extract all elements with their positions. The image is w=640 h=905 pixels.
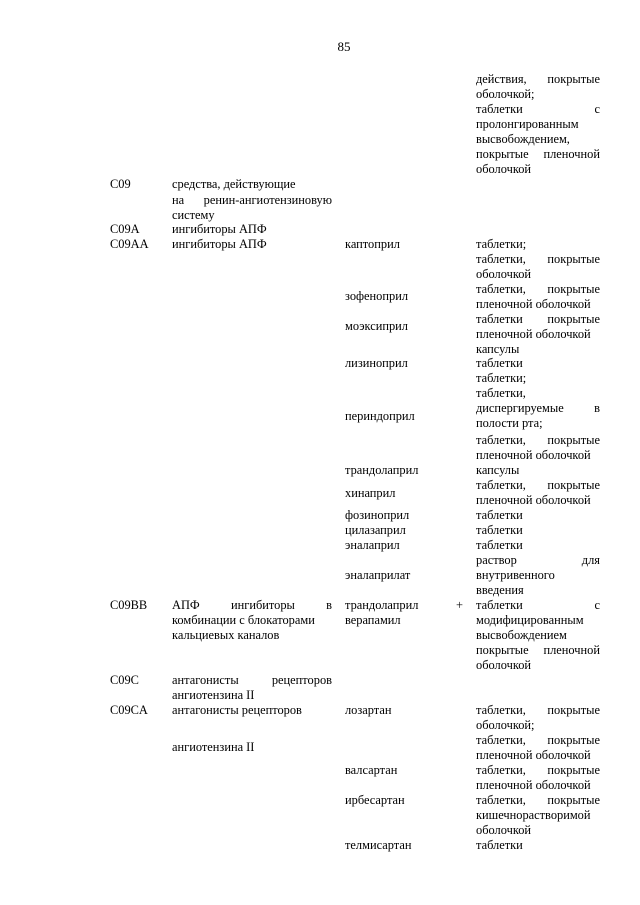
form-line: таблетки; — [476, 371, 527, 385]
form-line: оболочкой — [476, 658, 532, 672]
drug-name: трандолаприл — [345, 598, 419, 612]
form-line: покрытые пленочной — [476, 643, 600, 657]
group-name: АПФ ингибиторы в — [172, 598, 332, 612]
atc-code: C09AA — [110, 237, 149, 251]
drug-name: зофеноприл — [345, 289, 409, 303]
atc-code: C09C — [110, 673, 139, 687]
form-line: оболочкой — [476, 267, 532, 281]
form-line: полости рта; — [476, 416, 543, 430]
group-name: антагонисты рецепторов — [172, 703, 302, 717]
form-line: таблетки с — [476, 598, 600, 612]
atc-code: C09A — [110, 222, 140, 236]
drug-name: моэксиприл — [345, 319, 408, 333]
drug-name: хинаприл — [345, 486, 396, 500]
drug-name: фозиноприл — [345, 508, 410, 522]
form-line: капсулы — [476, 463, 520, 477]
form-line: таблетки, покрытые — [476, 282, 600, 296]
drug-name: эналаприл — [345, 538, 400, 552]
form-line: диспергируемые в — [476, 401, 600, 415]
form-line: пленочной оболочкой — [476, 297, 591, 311]
form-line: пролонгированным — [476, 117, 579, 131]
form-line: покрытые пленочной — [476, 147, 600, 161]
form-line: пленочной оболочкой — [476, 493, 591, 507]
form-line: таблетки, покрытые — [476, 433, 600, 447]
form-line: кишечнорастворимой — [476, 808, 591, 822]
group-name: ангиотензина II — [172, 688, 255, 702]
form-line: таблетки — [476, 356, 523, 370]
group-name: ингибиторы АПФ — [172, 222, 267, 236]
form-line: внутривенного — [476, 568, 555, 582]
form-line: таблетки — [476, 508, 523, 522]
plus-sign: + — [456, 598, 463, 612]
drug-name: верапамил — [345, 613, 401, 627]
drug-name: ирбесартан — [345, 793, 405, 807]
page-number: 85 — [337, 39, 351, 54]
form-line: оболочкой; — [476, 718, 535, 732]
form-line: таблетки, покрытые — [476, 478, 600, 492]
form-line: модифицированным — [476, 613, 584, 627]
group-name: ангиотензина II — [172, 740, 255, 754]
form-line: таблетки с — [476, 102, 600, 116]
form-line: оболочкой; — [476, 87, 535, 101]
group-name: кальциевых каналов — [172, 628, 280, 642]
group-name: средства, действующие — [172, 177, 296, 191]
drug-name: цилазаприл — [345, 523, 406, 537]
form-line: высвобождением — [476, 628, 567, 642]
atc-code: C09 — [110, 177, 131, 191]
form-line: таблетки, покрытые — [476, 793, 600, 807]
form-line: оболочкой — [476, 823, 532, 837]
drug-name: трандолаприл — [345, 463, 419, 477]
form-line: таблетки, покрытые — [476, 252, 600, 266]
form-line: пленочной оболочкой — [476, 327, 591, 341]
group-name: систему — [172, 208, 215, 222]
form-line: высвобождением, — [476, 132, 570, 146]
drug-name: валсартан — [345, 763, 398, 777]
drug-name: лозартан — [345, 703, 392, 717]
drug-name: периндоприл — [345, 409, 415, 423]
group-name: на ренин-ангиотензиновую — [172, 193, 332, 207]
atc-code: C09BB — [110, 598, 148, 612]
drug-name: каптоприл — [345, 237, 400, 251]
form-line: оболочкой — [476, 162, 532, 176]
group-name: антагонисты рецепторов — [172, 673, 332, 687]
form-line: таблетки — [476, 538, 523, 552]
form-line: таблетки — [476, 523, 523, 537]
form-line: таблетки, покрытые — [476, 763, 600, 777]
atc-code: C09CA — [110, 703, 148, 717]
drug-name: телмисартан — [345, 838, 412, 852]
form-line: пленочной оболочкой — [476, 448, 591, 462]
form-line: таблетки; — [476, 237, 527, 251]
form-line: капсулы — [476, 342, 520, 356]
form-line: действия, покрытые — [476, 72, 600, 86]
form-line: пленочной оболочкой — [476, 778, 591, 792]
form-line: раствор для — [476, 553, 600, 567]
drug-name: лизиноприл — [345, 356, 408, 370]
form-line: таблетки, покрытые — [476, 703, 600, 717]
group-name: комбинации с блокаторами — [172, 613, 315, 627]
form-line: таблетки покрытые — [476, 312, 600, 326]
form-line: введения — [476, 583, 524, 597]
form-line: таблетки, покрытые — [476, 733, 600, 747]
drug-name: эналаприлат — [345, 568, 411, 582]
form-line: таблетки, — [476, 386, 526, 400]
form-line: таблетки — [476, 838, 523, 852]
form-line: пленочной оболочкой — [476, 748, 591, 762]
group-name: ингибиторы АПФ — [172, 237, 267, 251]
